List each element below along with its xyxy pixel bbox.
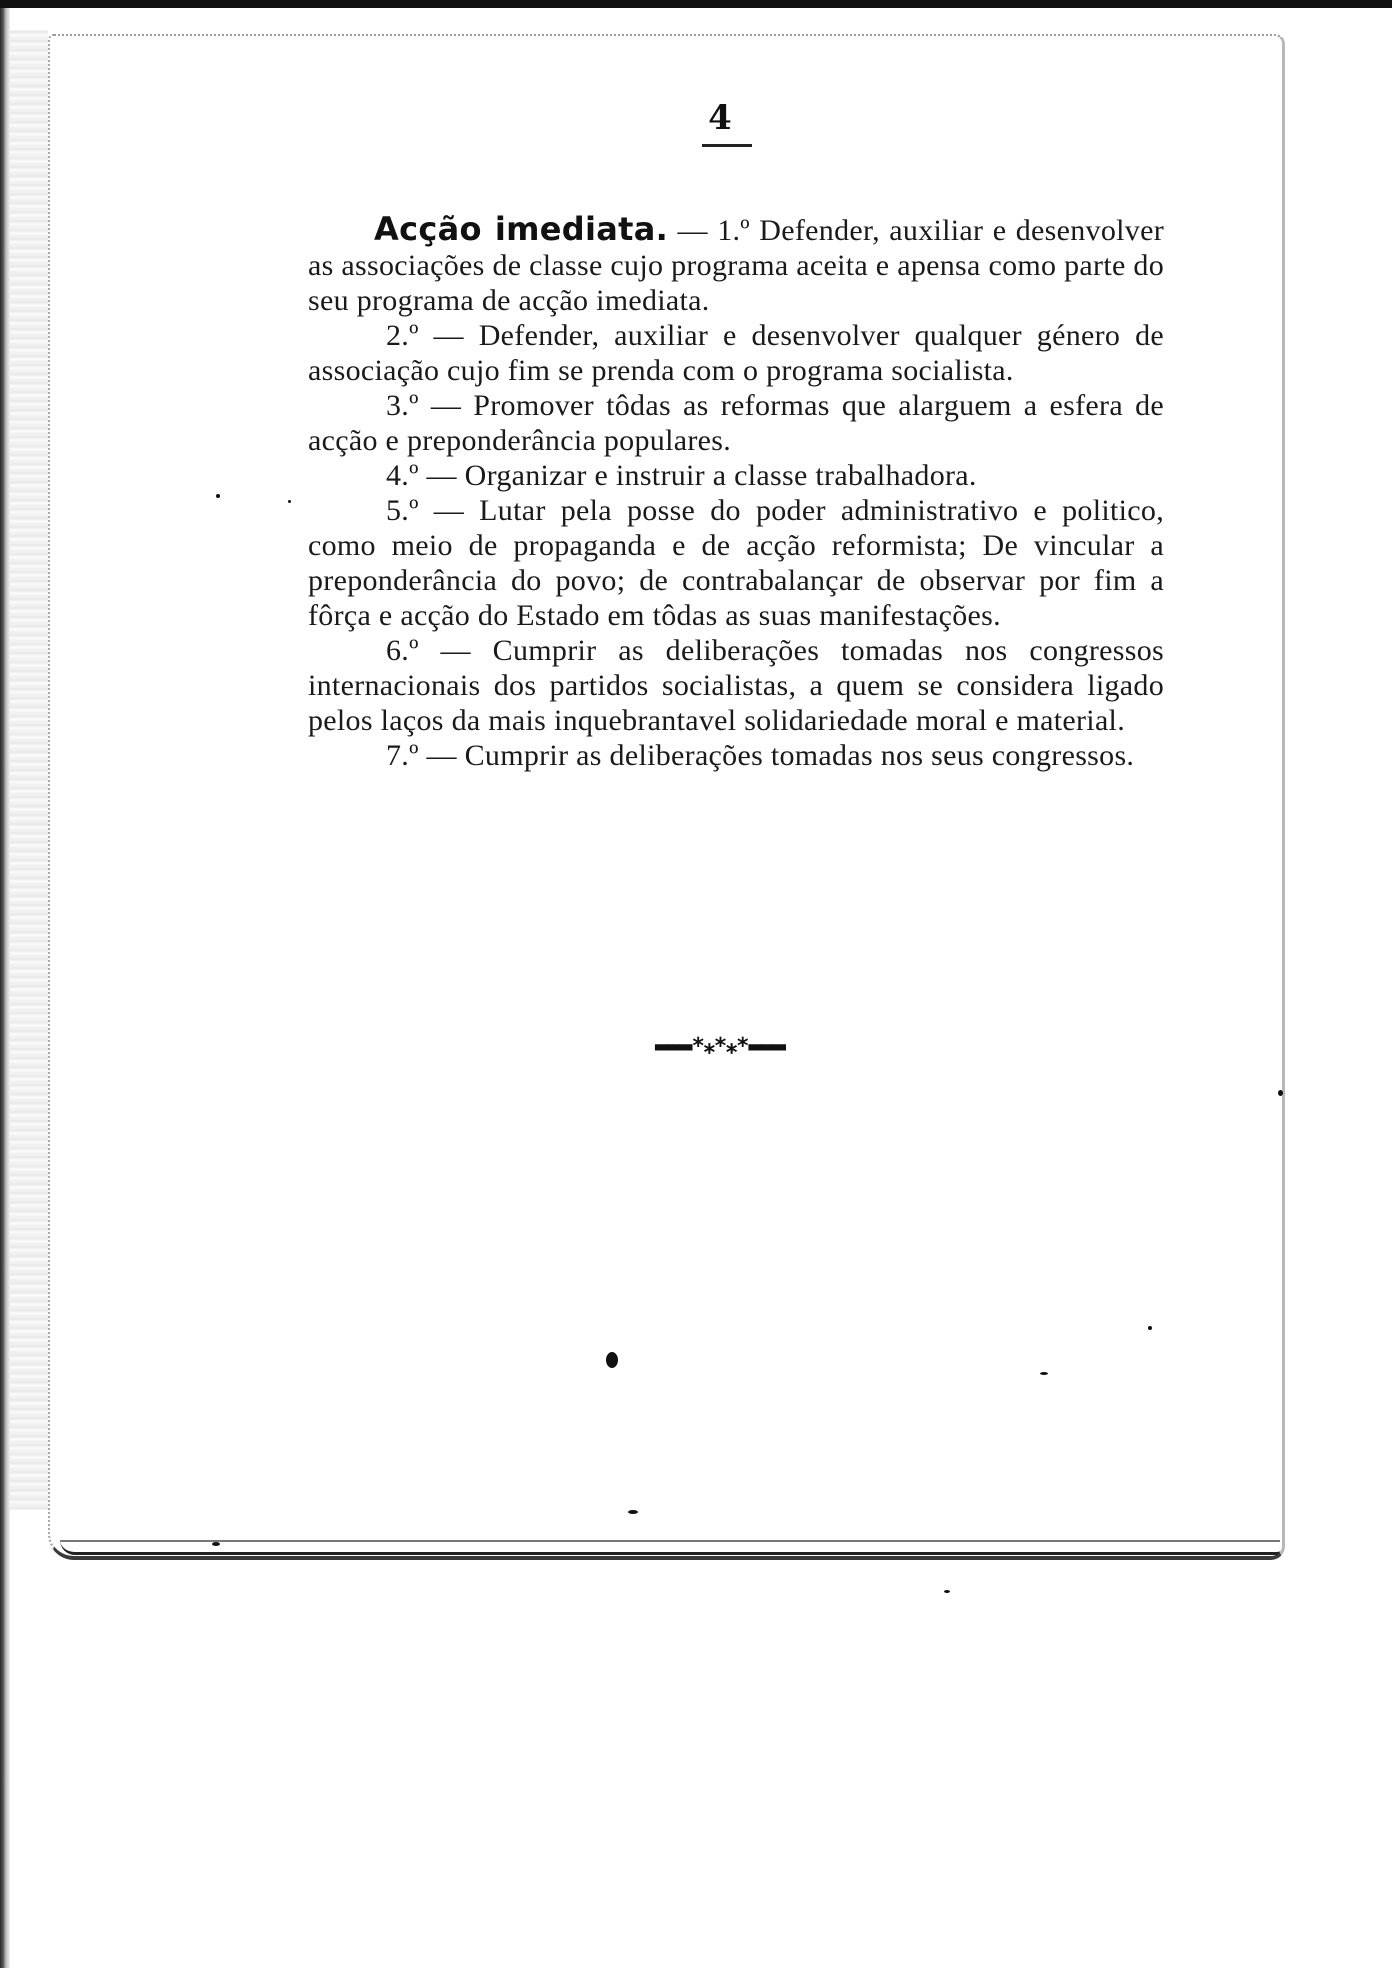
ink-speck <box>212 1542 220 1546</box>
paragraph-1-text: — 1.º Defender, auxiliar e desenvolver as associações de classe cujo programa aceita e apensa como parte do seu programa de acção imediata. <box>308 214 1164 317</box>
ink-speck <box>288 500 291 503</box>
ink-speck <box>216 494 220 498</box>
body-text <box>308 212 1164 773</box>
section-heading: Acção imediata. <box>374 210 669 248</box>
paragraph-3: 3.º — Promover tôdas as reformas que alarguem a esfera de acção e preponderância populares. <box>308 389 1164 457</box>
ink-speck <box>606 1352 618 1368</box>
paragraph-2: 2.º — Defender, auxiliar e desenvolver qualquer género de associação cujo fim se prenda com o programa socialista. <box>308 319 1164 387</box>
ink-speck <box>1148 1326 1152 1330</box>
ink-speck <box>628 1510 638 1514</box>
paragraph-4: 4.º — Organizar e instruir a classe trabalhadora. <box>386 459 977 492</box>
paragraph-6: 6.º — Cumprir as deliberações tomadas nos congressos internacionais dos partidos socialistas, a quem se considera ligado pelos laços da mais inquebrantavel solidariedade moral e material. <box>308 634 1164 737</box>
scan-left-border <box>0 8 10 1968</box>
paragraph-1 <box>308 212 1164 318</box>
paragraph-7: 7.º — Cumprir as deliberações tomadas nos seus congressos. <box>386 739 1135 772</box>
paper-bottom-edge <box>60 1540 1280 1555</box>
scan-edge-noise <box>10 30 48 1510</box>
scan-top-border <box>0 0 1392 8</box>
ink-speck <box>1278 1090 1283 1096</box>
ink-speck <box>1040 1372 1048 1375</box>
page-number: 4 <box>708 98 732 138</box>
paragraph-5: 5.º — Lutar pela posse do poder administrativo e politico, como meio de propaganda e de acção reformista; De vincular a preponderância do povo; de contrabalançar de observar por fim a fôrça e acção do Estado em tôdas as suas manifestações. <box>308 494 1164 632</box>
page-number-underline <box>702 144 752 147</box>
end-ornament: ▬▬▬*⁎*⁎*▬▬▬ <box>654 1034 786 1059</box>
ink-speck <box>944 1590 950 1593</box>
